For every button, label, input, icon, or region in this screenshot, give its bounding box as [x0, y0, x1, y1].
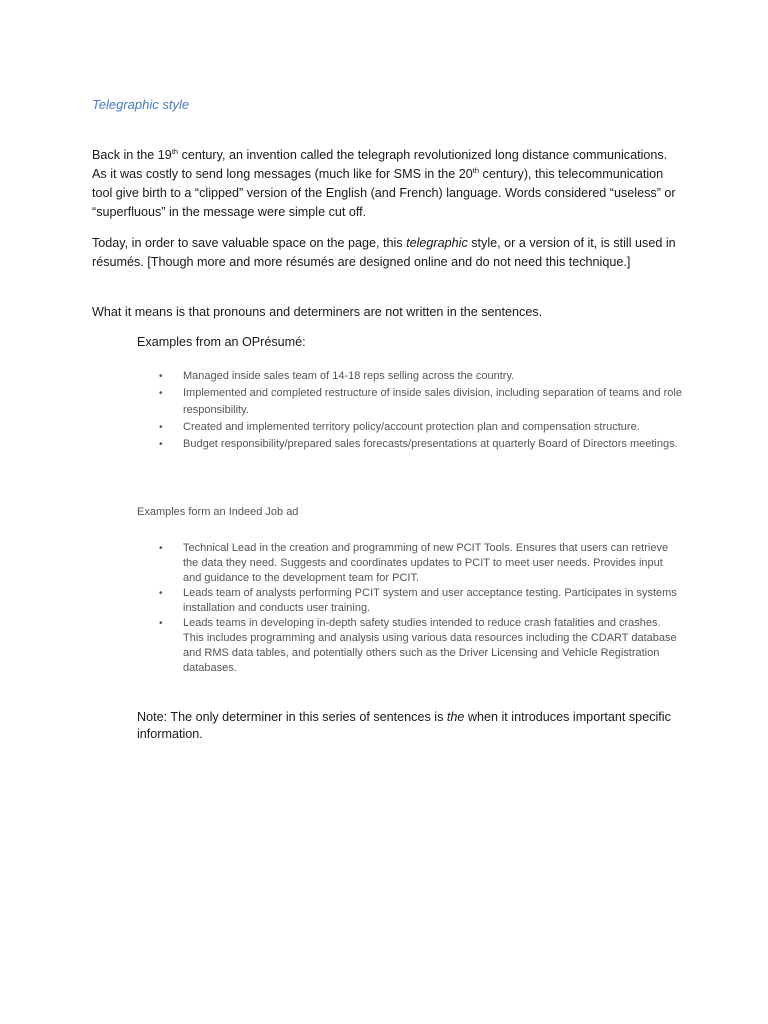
text-segment: Back in the 19: [92, 148, 172, 162]
list-item: [137, 586, 682, 616]
text-segment: style, or a version of it, is still used in résumés. [Though more and more résumés are designed online and do not need this technique.]: [92, 236, 676, 269]
examples-heading-job-ad: Examples form an Indeed Job ad: [137, 506, 299, 518]
resume-example-list: [137, 368, 682, 453]
bullet-icon: •: [159, 543, 163, 554]
list-item-text: Leads team of analysts performing PCIT system and user acceptance testing. Participates in systems installation and conducts user training.: [183, 587, 677, 614]
list-item-text: Implemented and completed restructure of inside sales division, including separation of teams and role responsibility.: [183, 387, 682, 416]
bullet-icon: •: [159, 439, 163, 450]
list-item-text: Created and implemented territory policy/account protection plan and compensation structure.: [183, 421, 640, 433]
text-segment: Note: The only determiner in this series of sentences is: [137, 710, 447, 724]
list-item-text: Technical Lead in the creation and programming of new PCIT Tools. Ensures that users can retrieve the data they need. Suggests and coordinates updates to PCIT to meet user needs. Provides input and guidance to the development team for PCIT.: [183, 542, 669, 584]
list-item: [137, 616, 682, 676]
bullet-icon: •: [159, 388, 163, 399]
paragraph-telegraph-history: [92, 146, 682, 222]
job-ad-example-list: [137, 541, 682, 676]
text-segment: when it introduces important specific information.: [137, 710, 671, 741]
section-heading: Telegraphic style: [92, 97, 190, 112]
text-segment: century, an invention called the telegraph revolutionized long distance communications. As it was costly to send long messages (much like for SMS in the 20: [92, 148, 668, 181]
text-segment: Today, in order to save valuable space on the page, this: [92, 236, 407, 250]
list-item: [137, 541, 682, 586]
paragraph-meaning: What it means is that pronouns and determiners are not written in the sentences.: [92, 305, 543, 319]
paragraph-resume-usage: [92, 234, 682, 272]
emphasis-text: telegraphic: [406, 236, 468, 250]
emphasis-text: the: [446, 710, 465, 724]
bullet-icon: •: [159, 422, 163, 433]
superscript: th: [171, 147, 179, 156]
bullet-icon: •: [159, 588, 163, 599]
bullet-icon: •: [159, 371, 163, 382]
list-item-text: Budget responsibility/prepared sales forecasts/presentations at quarterly Board of Directors meetings.: [183, 438, 678, 450]
list-item: [137, 436, 682, 453]
superscript: th: [472, 166, 480, 175]
list-item: [137, 368, 682, 385]
text-segment: century), this telecommunication tool give birth to a “clipped” version of the English (and French) language. Words considered “useless” or “superfluous” in the message were simple cut off.: [92, 167, 676, 219]
list-item-text: Managed inside sales team of 14-18 reps selling across the country.: [183, 370, 515, 382]
list-item: [137, 419, 682, 436]
bullet-icon: •: [159, 618, 163, 629]
examples-heading-resume: Examples from an OPrésumé:: [137, 335, 306, 349]
list-item: [137, 385, 682, 419]
note-paragraph: [137, 709, 682, 743]
list-item-text: Leads teams in developing in-depth safety studies intended to reduce crash fatalities and crashes. This includes programming and analysis using various data resources including the CDART database and RMS data tables, and potentially others such as the Driver Licensing and Vehicle Registration databases.: [183, 617, 677, 674]
